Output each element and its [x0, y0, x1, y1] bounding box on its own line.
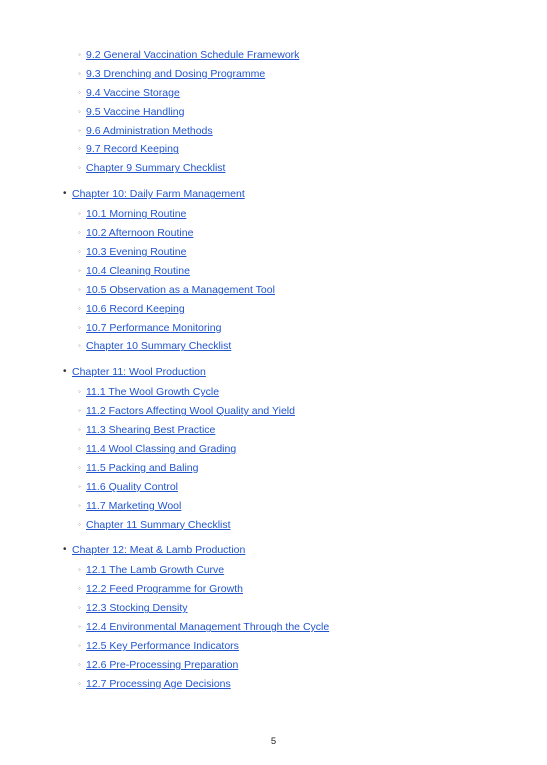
bullet-icon: ◦ [78, 659, 81, 669]
bullet-icon: ◦ [78, 209, 81, 219]
toc-link[interactable]: 10.1 Morning Routine [86, 208, 187, 221]
toc-item [0, 497, 547, 516]
toc-item [0, 262, 547, 281]
toc-sub-list [0, 561, 547, 693]
bullet-icon: ◦ [78, 228, 81, 238]
bullet-icon: ◦ [78, 265, 81, 275]
bullet-icon: ◦ [78, 125, 81, 135]
bullet-icon: ◦ [78, 678, 81, 688]
toc-link[interactable]: 10.7 Performance Monitoring [86, 321, 222, 334]
bullet-icon: ◦ [78, 519, 81, 529]
toc-item [0, 478, 547, 497]
toc-link[interactable]: Chapter 9 Summary Checklist [86, 162, 226, 175]
toc-link[interactable]: 9.3 Drenching and Dosing Programme [86, 67, 266, 80]
toc-link[interactable]: 9.2 General Vaccination Schedule Framework [86, 49, 300, 61]
toc-item [0, 224, 547, 243]
bullet-icon: ◦ [78, 622, 81, 632]
bullet-icon: • [63, 188, 67, 200]
toc-chapter-heading [0, 185, 547, 203]
bullet-icon: ◦ [78, 481, 81, 491]
toc-link[interactable]: 9.4 Vaccine Storage [86, 86, 180, 99]
toc-chapter-9-continued [0, 46, 547, 178]
toc-link[interactable]: 10.5 Observation as a Management Tool [86, 283, 275, 296]
toc-link[interactable]: 11.5 Packing and Baling [86, 461, 199, 474]
toc-item [0, 243, 547, 262]
bullet-icon: ◦ [78, 303, 81, 313]
bullet-icon: ◦ [78, 322, 81, 332]
toc-item [0, 122, 547, 141]
toc-chapter-link[interactable]: Chapter 10: Daily Farm Management [72, 188, 245, 201]
table-of-contents [0, 44, 547, 694]
bullet-icon: ◦ [78, 68, 81, 78]
toc-item [0, 84, 547, 103]
toc-sub-list [0, 205, 547, 356]
toc-item [0, 516, 547, 535]
toc-item [0, 140, 547, 159]
toc-item [0, 159, 547, 178]
toc-link[interactable]: 12.3 Stocking Density [86, 602, 188, 615]
toc-item [0, 103, 547, 122]
toc-link[interactable]: 12.1 The Lamb Growth Curve [86, 564, 225, 577]
toc-chapter-link[interactable]: Chapter 12: Meat & Lamb Production [72, 544, 246, 557]
bullet-icon: ◦ [78, 50, 81, 59]
toc-link[interactable]: 9.7 Record Keeping [86, 143, 179, 156]
bullet-icon: ◦ [78, 425, 81, 435]
bullet-icon: ◦ [78, 500, 81, 510]
toc-link[interactable]: 11.3 Shearing Best Practice [86, 424, 216, 437]
page-number: 5 [270, 736, 277, 747]
toc-link[interactable]: 12.2 Feed Programme for Growth [86, 583, 243, 596]
bullet-icon: ◦ [78, 144, 81, 154]
bullet-icon: ◦ [78, 444, 81, 454]
toc-sub-list [0, 383, 547, 534]
toc-chapter-11 [0, 363, 547, 534]
toc-link[interactable]: 12.7 Processing Age Decisions [86, 677, 231, 690]
bullet-icon: ◦ [78, 641, 81, 651]
toc-item [0, 300, 547, 319]
toc-item [0, 65, 547, 84]
toc-item [0, 281, 547, 300]
toc-link[interactable]: Chapter 11 Summary Checklist [86, 518, 231, 531]
toc-item [0, 459, 547, 478]
toc-link[interactable]: 10.4 Cleaning Routine [86, 264, 190, 277]
toc-link[interactable]: 11.6 Quality Control [86, 480, 179, 493]
toc-sub-list [0, 46, 547, 178]
bullet-icon: • [63, 544, 67, 556]
bullet-icon: ◦ [78, 341, 81, 351]
toc-link[interactable]: 12.5 Key Performance Indicators [86, 640, 239, 653]
bullet-icon: ◦ [78, 284, 81, 294]
bullet-icon: ◦ [78, 106, 81, 116]
bullet-icon: ◦ [78, 163, 81, 173]
toc-link[interactable]: 11.2 Factors Affecting Wool Quality and Yield [86, 405, 295, 418]
toc-chapter-10 [0, 185, 547, 356]
toc-item [0, 205, 547, 224]
toc-item [0, 319, 547, 338]
bullet-icon: ◦ [78, 87, 81, 97]
toc-link[interactable]: 11.1 The Wool Growth Cycle [86, 386, 220, 399]
toc-link[interactable]: 12.4 Environmental Management Through the Cycle [86, 621, 330, 634]
bullet-icon: ◦ [78, 584, 81, 594]
toc-item [0, 637, 547, 656]
bullet-icon: ◦ [78, 462, 81, 472]
toc-item [0, 599, 547, 618]
toc-item [0, 383, 547, 402]
toc-chapter-link[interactable]: Chapter 11: Wool Production [72, 366, 206, 379]
toc-link[interactable]: 10.6 Record Keeping [86, 302, 185, 315]
toc-item [0, 580, 547, 599]
toc-item [0, 46, 547, 65]
toc-item [0, 402, 547, 421]
toc-item [0, 618, 547, 637]
toc-link[interactable]: 9.6 Administration Methods [86, 124, 213, 137]
toc-link[interactable]: Chapter 10 Summary Checklist [86, 340, 232, 353]
toc-item [0, 421, 547, 440]
toc-item [0, 440, 547, 459]
toc-item [0, 656, 547, 675]
bullet-icon: ◦ [78, 406, 81, 416]
toc-item [0, 675, 547, 694]
toc-link[interactable]: 11.7 Marketing Wool [86, 499, 182, 512]
toc-chapter-heading [0, 541, 547, 559]
toc-chapter-heading [0, 363, 547, 381]
bullet-icon: ◦ [78, 247, 81, 257]
toc-item [0, 337, 547, 356]
toc-link[interactable]: 10.2 Afternoon Routine [86, 227, 194, 240]
toc-link[interactable]: 11.4 Wool Classing and Grading [86, 443, 237, 456]
toc-link[interactable]: 10.3 Evening Routine [86, 246, 187, 259]
toc-item [0, 561, 547, 580]
toc-link[interactable]: 12.6 Pre-Processing Preparation [86, 658, 239, 671]
toc-link[interactable]: 9.5 Vaccine Handling [86, 105, 185, 118]
bullet-icon: ◦ [78, 387, 81, 397]
bullet-icon: ◦ [78, 565, 81, 575]
bullet-icon: ◦ [78, 603, 81, 613]
toc-chapter-12 [0, 541, 547, 693]
bullet-icon: • [63, 366, 67, 378]
